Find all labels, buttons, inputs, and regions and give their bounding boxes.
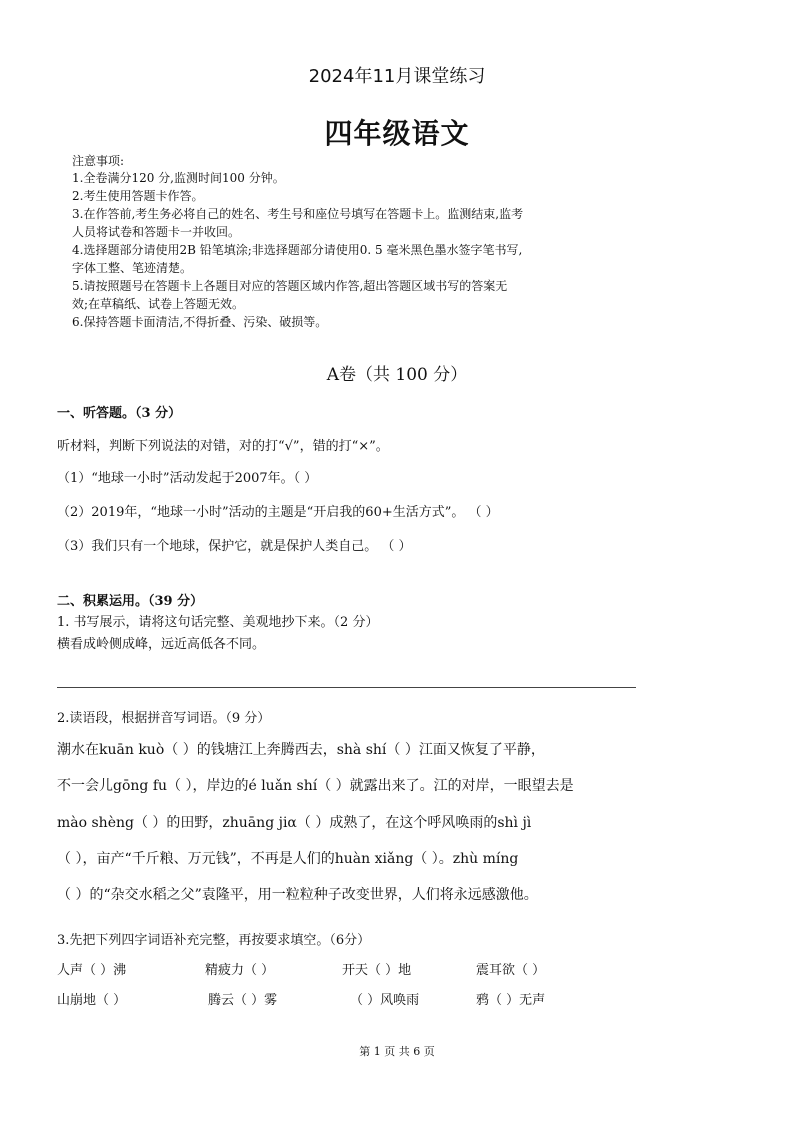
q2-line: （ ），亩产“千斤粮、万元钱”，不再是人们的huàn xiǎng（ ）。zhù míng	[57, 851, 519, 867]
part1-item: （1）“地球一小时”活动发起于2007年。（ ）	[57, 471, 318, 486]
q3-idiom: 山崩地（ ）	[57, 993, 127, 1008]
q2-prompt: 2.读语段，根据拼音写词语。（9 分）	[57, 711, 271, 726]
q3-idiom: 腾云（ ）雾	[208, 993, 278, 1008]
q2-line: mào shèng（ ）的田野，zhuāng jiα（ ）成熟了，在这个呼风唤雨的shì jì	[57, 815, 532, 831]
q3-idiom: 开天（ ）地	[342, 963, 412, 978]
notice-heading: 注意事项:	[72, 154, 125, 168]
q3-idiom: 精疲力（ ）	[205, 963, 275, 978]
q2-line: 潮水在kuān kuò（ ）的钱塘江上奔腾西去，shà shí（ ）江面又恢复了平静，	[57, 742, 545, 758]
notice-line: 字体工整、笔迹清楚。	[72, 261, 193, 275]
notice-line: 人员将试卷和答题卡一并收回。	[72, 225, 241, 239]
q2-line: （ ）的“杂交水稻之父”袁隆平，用一粒粒种子改变世界，人们将永远感激他。	[57, 887, 538, 903]
notice-line: 5.请按照题号在答题卡上各题目对应的答题区域内作答,超出答题区域书写的答案无	[72, 279, 508, 293]
q3-idiom: 震耳欲（ ）	[476, 963, 546, 978]
notice-line: 4.选择题部分请使用2B 铅笔填涂;非选择题部分请使用0. 5 毫米黑色墨水签字笔书写,	[72, 243, 523, 257]
q1-text: 横看成岭侧成峰，远近高低各不同。	[57, 637, 266, 652]
part1-item: （3）我们只有一个地球，保护它，就是保护人类自己。 （ ）	[57, 539, 412, 554]
section-a-title: A卷（共 100 分）	[326, 365, 468, 385]
part1-heading: 一、听答题。（3 分）	[57, 406, 182, 421]
q3-idiom: 人声（ ）沸	[57, 963, 127, 978]
q1-prompt: 1. 书写展示，请将这句话完整、美观地抄下来。（2 分）	[57, 615, 379, 630]
exam-title: 2024年11月课堂练习	[308, 66, 486, 87]
q3-prompt: 3.先把下列四字词语补充完整，再按要求填空。（6分）	[57, 933, 371, 948]
q3-idiom: （ ）风唤雨	[350, 993, 420, 1008]
notice-line: 2.考生使用答题卡作答。	[72, 189, 204, 203]
part1-instruction: 听材料，判断下列说法的对错，对的打“√”，错的打“×”。	[57, 439, 389, 454]
notice-line: 效;在草稿纸、试卷上答题无效。	[72, 297, 245, 311]
notice-line: 6.保持答题卡面清洁,不得折叠、污染、破损等。	[72, 315, 328, 329]
page-footer: 第 1 页 共 6 页	[359, 1045, 435, 1058]
notice-line: 1.全卷满分120 分,监测时间100 分钟。	[72, 171, 285, 185]
writing-line	[57, 687, 636, 688]
part2-heading: 二、积累运用。（39 分）	[57, 594, 204, 609]
q3-idiom: 鸦（ ）无声	[476, 993, 546, 1008]
part1-item: （2）2019年，“地球一小时”活动的主题是“开启我的60+生活方式”。 （ ）	[57, 505, 499, 520]
q2-line: 不一会儿gōng fu（ ），岸边的é luǎn shí（ ）就露出来了。江的对岸，一眼望去是	[57, 778, 574, 794]
subject-title: 四年级语文	[324, 117, 470, 150]
notice-line: 3.在作答前,考生务必将自己的姓名、考生号和座位号填写在答题卡上。监测结束,监考	[72, 207, 524, 221]
